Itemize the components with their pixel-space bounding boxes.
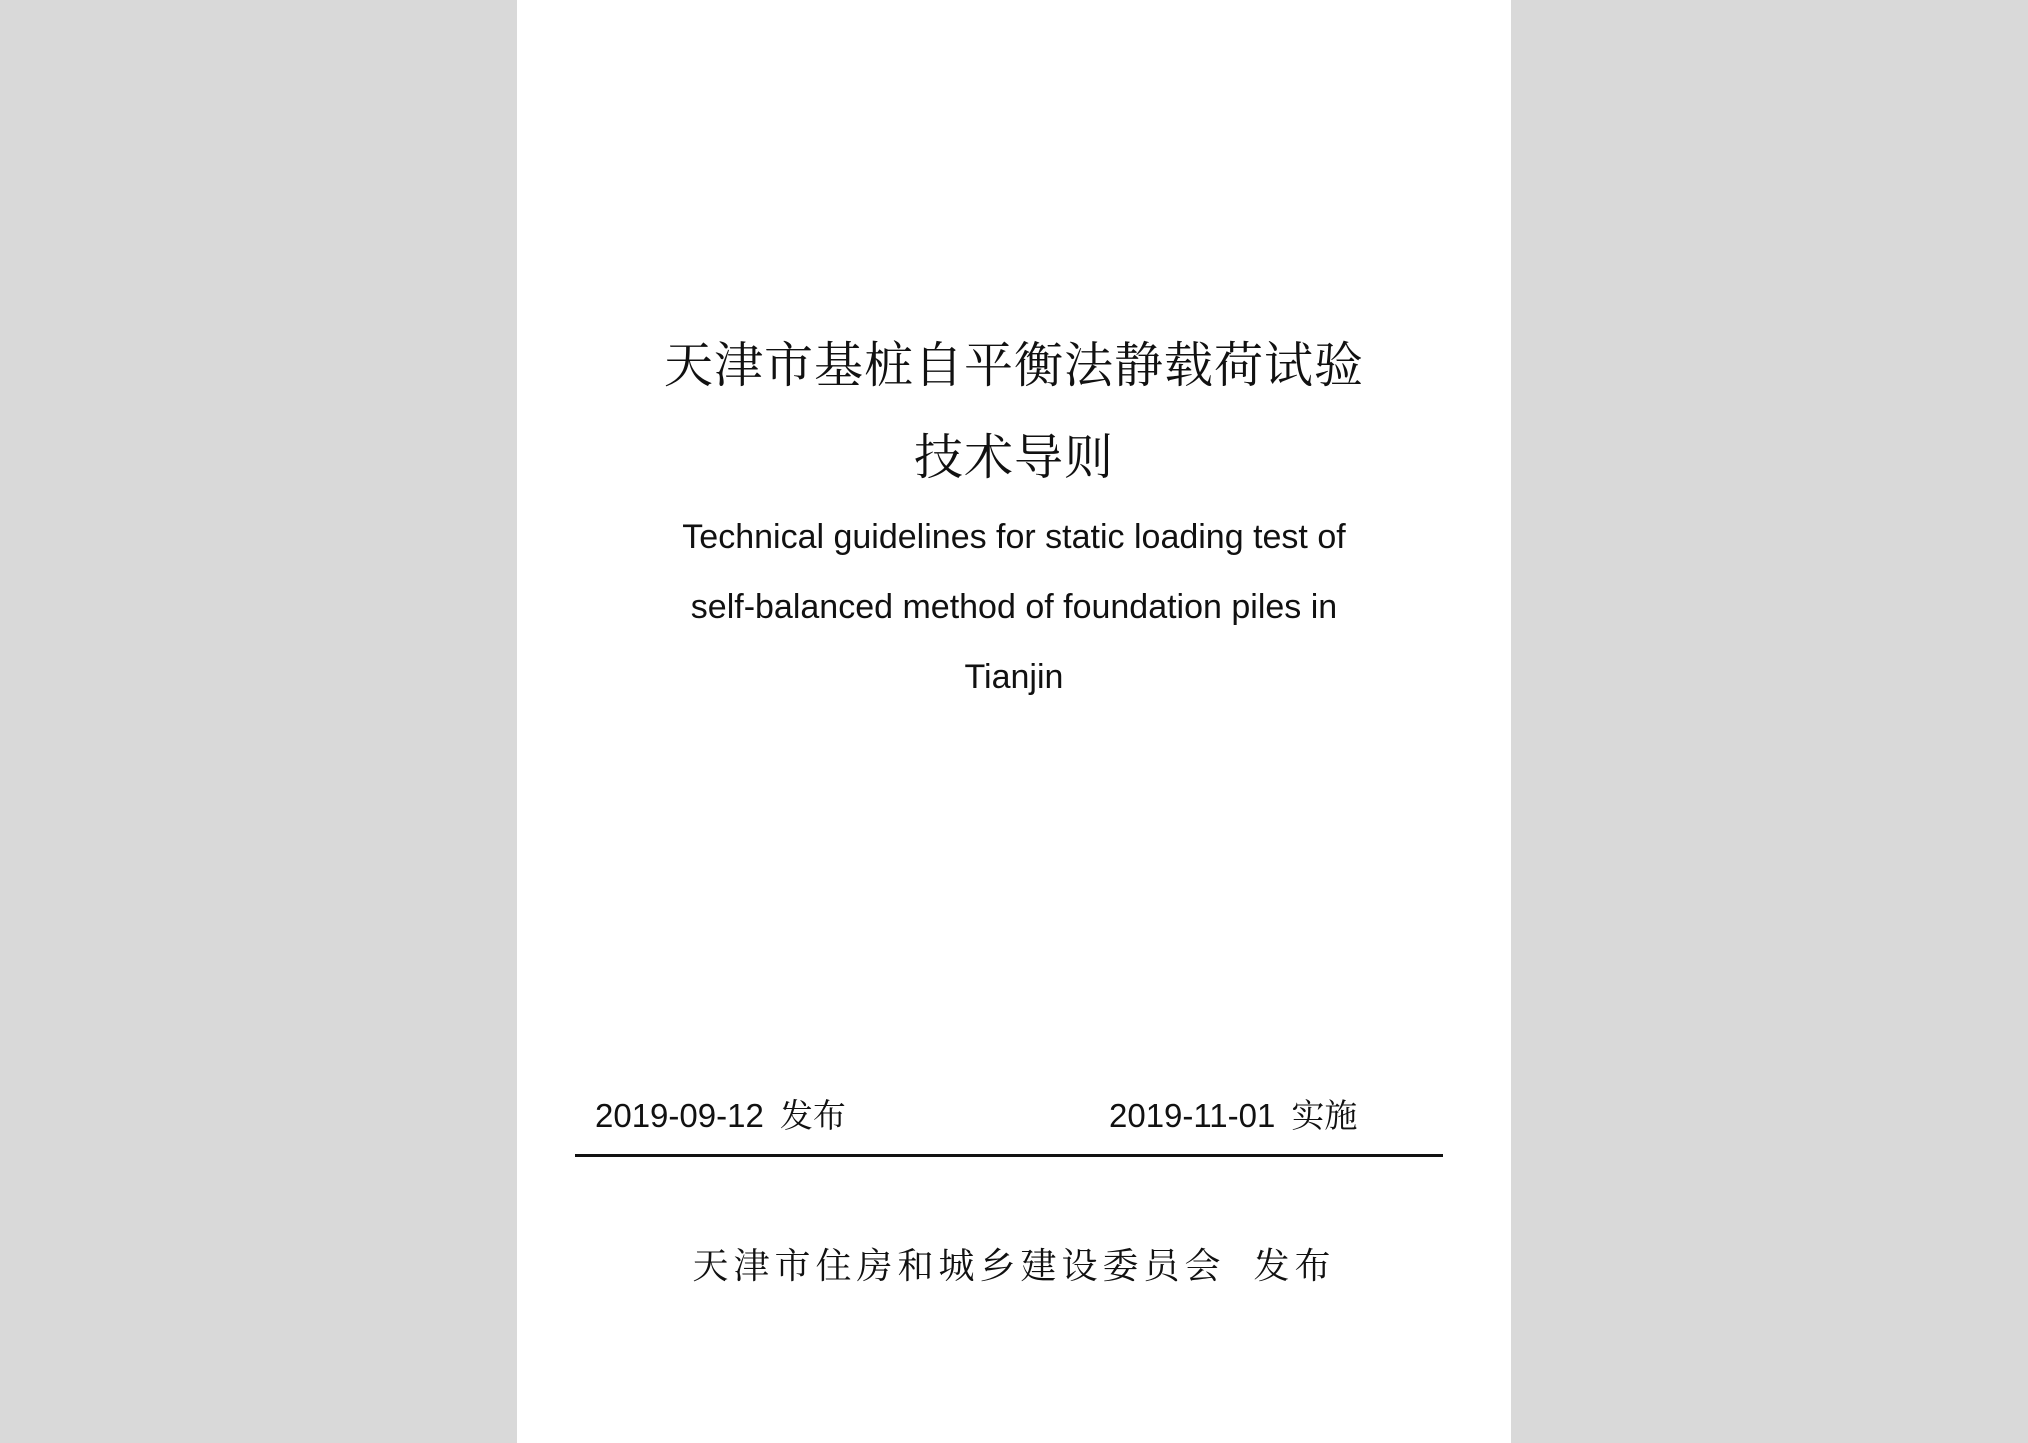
title-chinese-line-2: 技术导则 — [913, 429, 1114, 486]
title-english-line-2: self-balanced method of foundation piles in — [690, 588, 1338, 626]
issue-date-block — [595, 1094, 846, 1138]
publisher-name: 天津市住房和城乡建设委员会 — [692, 1246, 1226, 1287]
publisher-suffix: 发布 — [1253, 1246, 1336, 1287]
document-page — [517, 0, 1511, 1443]
effective-date: 2019-11-01 — [1109, 1097, 1276, 1134]
issue-date: 2019-09-12 — [595, 1097, 764, 1134]
issue-label: 发布 — [779, 1096, 846, 1135]
title-chinese-line-1: 天津市基桩自平衡法静载荷试验 — [663, 337, 1364, 394]
publisher-line — [517, 1244, 1511, 1290]
title-english-line-1: Technical guidelines for static loading test of — [682, 518, 1346, 556]
effective-date-block — [1109, 1094, 1357, 1138]
effective-label: 实施 — [1291, 1096, 1358, 1135]
title-english-line-3: Tianjin — [964, 658, 1064, 696]
divider-rule — [575, 1154, 1443, 1157]
